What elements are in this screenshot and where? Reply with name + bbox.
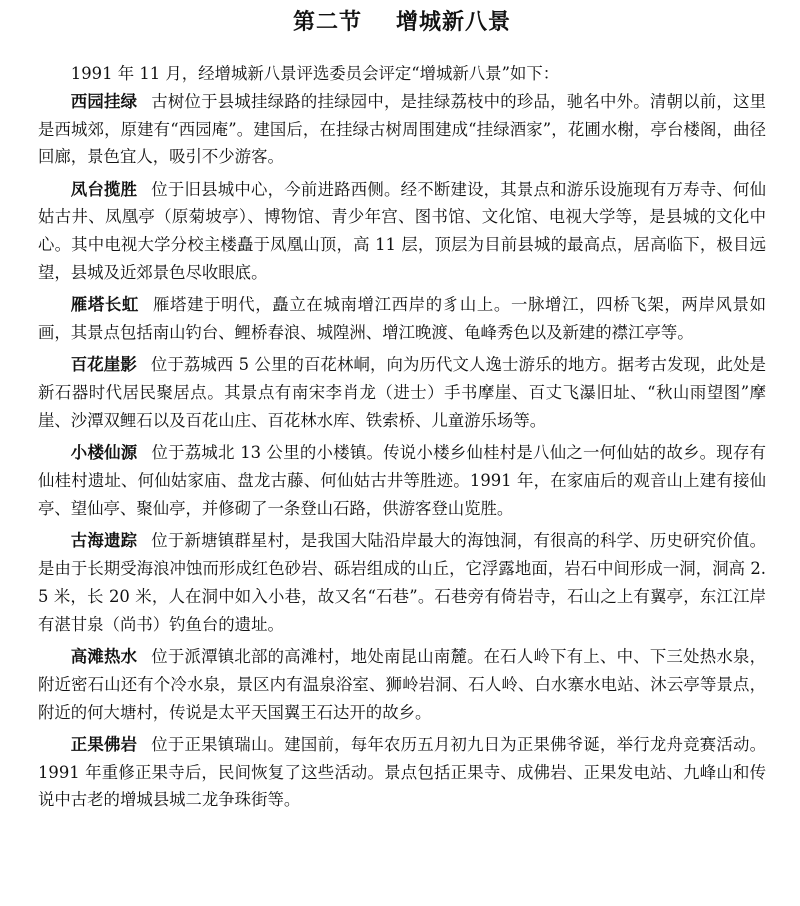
sight-heading: 小楼仙源 xyxy=(70,443,138,463)
sight-text: 位于旧县城中心，今前进路西侧。经不断建设，其景点和游乐设施现有万寿寺、何仙姑古井、凤凰亭（原菊坡亭）、博物馆、青少年宫、图书馆、文化馆、电视大学等，是县城的文化中心。其中电视大学分校主楼矗于凤凰山顶，高 11 层，顶层为目前县城的最高点，居高临下，极目远望，县城及近郊景色尽收眼底。 xyxy=(38,179,767,283)
sight-text: 位于派潭镇北部的高滩村，地处南昆山南麓。在石人岭下有上、中、下三处热水泉，附近密石山还有个冷水泉，景区内有温泉浴室、狮岭岩洞、石人岭、白水寨水电站、沐云亭等景点，附近的何大塘村，传说是太平天国翼王石达开的故乡。 xyxy=(38,646,767,722)
sight-paragraph xyxy=(38,176,766,287)
sight-heading: 古海遗踪 xyxy=(70,531,138,551)
sight-heading: 正果佛岩 xyxy=(70,734,138,754)
sight-paragraph xyxy=(38,88,766,171)
sight-text: 雁塔建于明代，矗立在城南增江西岸的豸山上。一脉增江，四桥飞架，两岸风景如画，其景点包括南山钓台、鲤桥春浪、城隍洲、增江晚渡、龟峰秀色以及新建的襟江亭等。 xyxy=(38,295,766,343)
intro-paragraph: 1991 年 11 月，经增城新八景评选委员会评定“增城新八景”如下： xyxy=(70,64,560,83)
section-title xyxy=(38,6,766,46)
sight-text: 位于正果镇瑞山。建国前，每年农历五月初九日为正果佛爷诞，举行龙舟竞赛活动。1991 年重修正果寺后，民间恢复了这些活动。景点包括正果寺、成佛岩、正果发电站、九峰山和传说中古老的增城县城二龙争珠街等。 xyxy=(38,734,767,810)
document-page xyxy=(38,6,766,819)
sight-paragraph xyxy=(38,351,766,434)
sight-heading: 高滩热水 xyxy=(70,646,138,666)
section-label: 第二节 xyxy=(292,10,362,35)
sight-paragraph xyxy=(38,439,766,522)
sight-paragraph xyxy=(38,643,766,726)
sight-paragraph xyxy=(38,731,766,814)
sight-text: 古树位于县城挂绿路的挂绿园中，是挂绿荔枝中的珍品，驰名中外。清朝以前，这里是西城郊，原建有“西园庵”。建国后，在挂绿古树周围建成“挂绿酒家”，花圃水榭，亭台楼阁，曲径回廊，景色宜人，吸引不少游客。 xyxy=(38,91,767,167)
sight-text: 位于荔城西 5 公里的百花林峒，向为历代文人逸士游乐的地方。据考古发现，此处是新石器时代居民聚居点。其景点有南宋李肖龙（进士）手书摩崖、百丈飞瀑旧址、“秋山雨望图”摩崖、沙潭双鲤石以及百花山庄、百花林水库、铁索桥、儿童游乐场等。 xyxy=(38,355,766,431)
sight-paragraph xyxy=(38,291,766,347)
sight-text: 位于新塘镇群星村，是我国大陆沿岸最大的海蚀洞，有很高的科学、历史研究价值。是由于长期受海浪冲蚀而形成红色砂岩、砾岩组成的山丘，它浮露地面，岩石中间形成一洞，洞高 2.5 米，长 20 米，人在洞中如入小巷，故又名“石巷”。石巷旁有倚岩寺，石山之上有翼亭，东江江岸有湛甘泉（尚书）钓鱼台的遗址。 xyxy=(38,531,767,634)
sight-paragraph xyxy=(38,527,766,638)
sight-text: 位于荔城北 13 公里的小楼镇。传说小楼乡仙桂村是八仙之一何仙姑的故乡。现存有仙桂村遗址、何仙姑家庙、盘龙古藤、何仙姑古井等胜迹。1991 年，在家庙后的观音山上建有接仙亭、望仙亭、聚仙亭，并修砌了一条登山石路，供游客登山览胜。 xyxy=(38,443,767,518)
section-title-text: 增城新八景 xyxy=(396,10,512,35)
sight-heading: 西园挂绿 xyxy=(70,91,138,111)
sight-heading: 百花崖影 xyxy=(70,355,137,375)
sight-heading: 雁塔长虹 xyxy=(70,295,139,315)
sight-heading: 凤台揽胜 xyxy=(70,179,138,199)
